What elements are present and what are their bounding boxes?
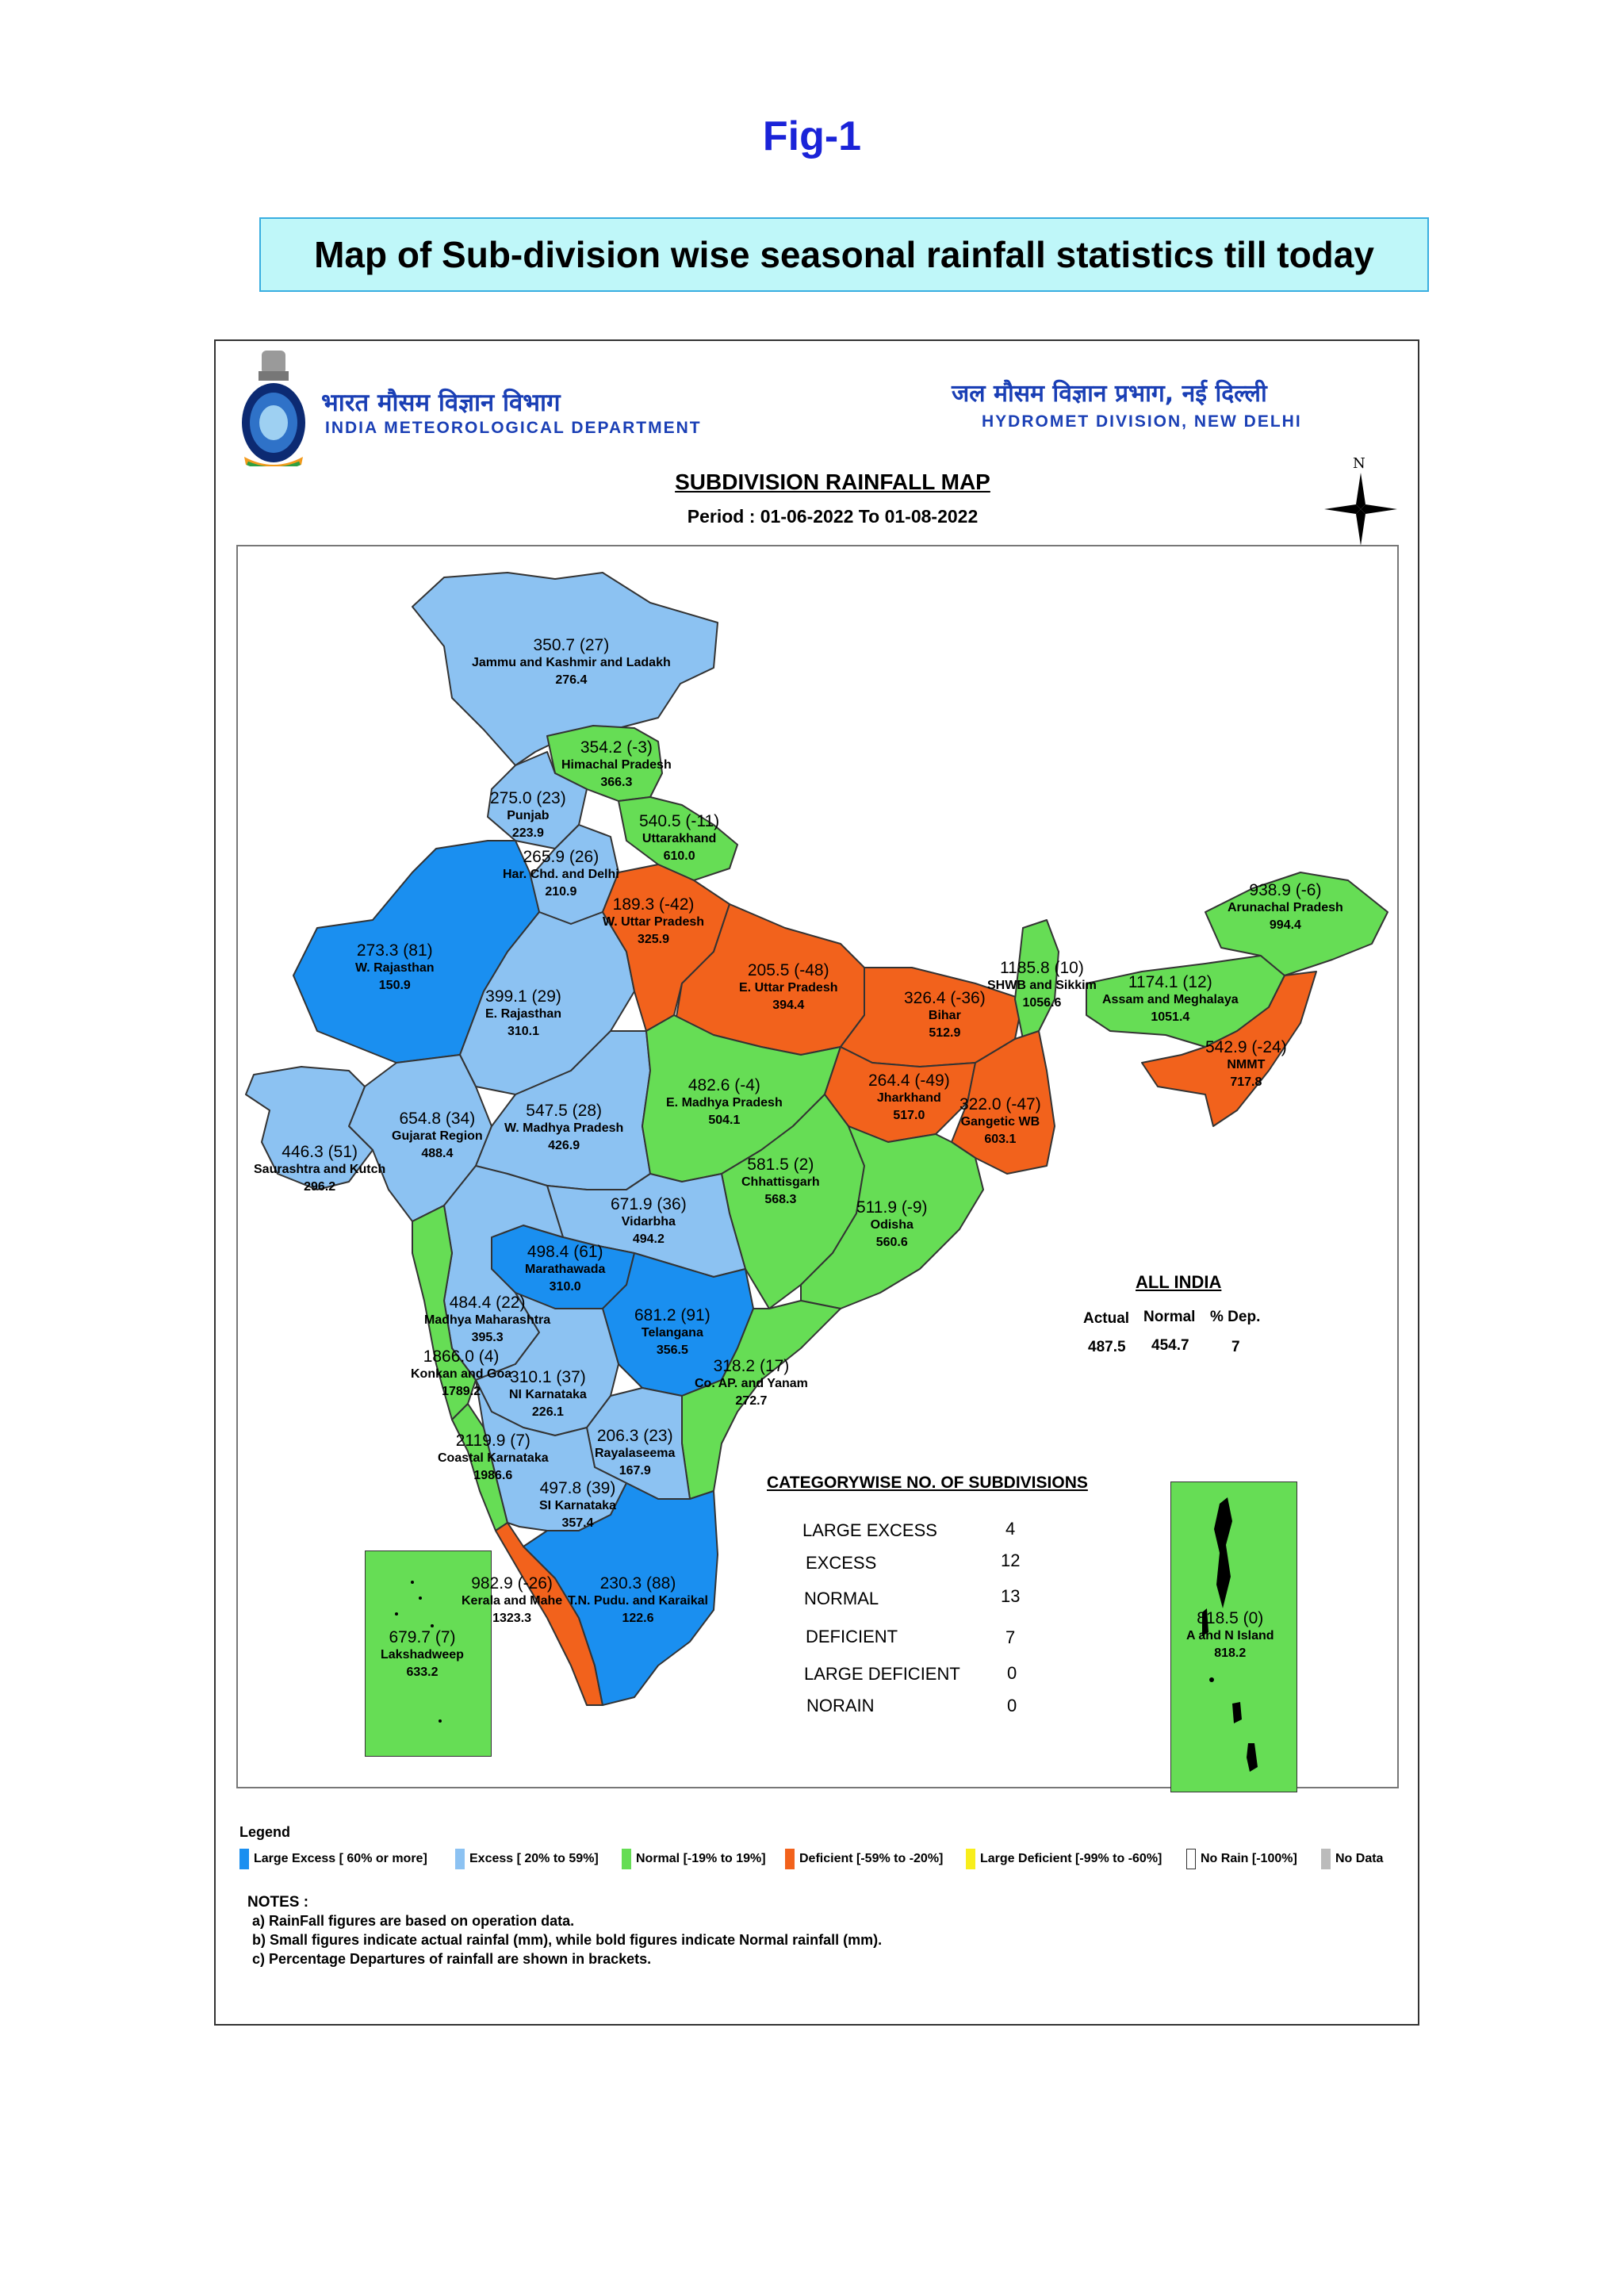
label-andaman-nicobar: 818.5 (0) A and N Island 818.2 <box>1186 1609 1274 1660</box>
label-ni-karnataka: 310.1 (37) NI Karnataka 226.1 <box>509 1368 587 1419</box>
legend-swatch-no-data <box>1321 1849 1331 1869</box>
north-label: N <box>1353 455 1365 472</box>
label-coastal-ap-yanam: 318.2 (17) Co. AP. and Yanam 272.7 <box>695 1357 808 1408</box>
label-w-rajasthan: 273.3 (81) W. Rajasthan 150.9 <box>355 941 435 992</box>
cat-label-deficient: DEFICIENT <box>806 1627 898 1646</box>
cat-label-excess: EXCESS <box>806 1553 877 1573</box>
label-chhattisgarh: 581.5 (2) Chhattisgarh 568.3 <box>741 1156 820 1206</box>
legend-no-data: No Data <box>1321 1849 1383 1869</box>
label-kerala-mahe: 982.9 (-26) Kerala and Mahe 1323.3 <box>462 1574 563 1625</box>
label-lakshadweep: 679.7 (7) Lakshadweep 633.2 <box>381 1628 464 1679</box>
label-marathawada: 498.4 (61) Marathawada 310.0 <box>525 1243 606 1294</box>
all-india-header-actual: Actual <box>1083 1310 1130 1327</box>
cat-count-deficient: 7 <box>1005 1627 1016 1647</box>
label-uttarakhand: 540.5 (-11) Uttarakhand 610.0 <box>639 812 720 863</box>
legend-normal: Normal [-19% to 19%] <box>622 1849 766 1869</box>
legend-swatch-large-deficient <box>966 1849 975 1869</box>
note-c: c) Percentage Departures of rainfall are shown in brackets. <box>252 1951 652 1967</box>
label-jammu-kashmir-ladakh: 350.7 (27) Jammu and Kashmir and Ladakh 276.4 <box>472 636 671 687</box>
cat-count-norain: 0 <box>1007 1696 1017 1715</box>
imd-hindi-name: भारत मौसम विज्ञान विभाग <box>321 389 561 417</box>
all-india-actual: 487.5 <box>1088 1339 1126 1355</box>
legend-swatch-large-excess <box>239 1849 249 1869</box>
cat-label-normal: NORMAL <box>804 1589 879 1608</box>
cat-count-large-deficient: 0 <box>1007 1663 1017 1683</box>
all-india-title: ALL INDIA <box>1136 1272 1222 1292</box>
label-e-rajasthan: 399.1 (29) E. Rajasthan 310.1 <box>485 987 562 1038</box>
label-madhya-maharashtra: 484.4 (22) Madhya Maharashtra 395.3 <box>424 1294 551 1344</box>
label-nmmt: 542.9 (-24) NMMT 717.8 <box>1205 1038 1287 1089</box>
legend-swatch-deficient <box>785 1849 795 1869</box>
label-jharkhand: 264.4 (-49) Jharkhand 517.0 <box>868 1071 950 1122</box>
all-india-dep: 7 <box>1231 1339 1240 1355</box>
label-gujarat-region: 654.8 (34) Gujarat Region 488.4 <box>392 1110 483 1160</box>
map-period: Period : 01-06-2022 To 01-08-2022 <box>687 506 979 527</box>
label-arunachal-pradesh: 938.9 (-6) Arunachal Pradesh 994.4 <box>1228 881 1343 932</box>
label-e-madhya-pradesh: 482.6 (-4) E. Madhya Pradesh 504.1 <box>666 1076 783 1127</box>
all-india-header-normal: Normal <box>1143 1309 1196 1325</box>
label-odisha: 511.9 (-9) Odisha 560.6 <box>856 1198 928 1249</box>
label-e-uttar-pradesh: 205.5 (-48) E. Uttar Pradesh 394.4 <box>739 961 838 1012</box>
label-bihar: 326.4 (-36) Bihar 512.9 <box>904 989 986 1040</box>
cat-count-large-excess: 4 <box>1005 1519 1016 1539</box>
legend-no-rain: No Rain [-100%] <box>1186 1849 1297 1869</box>
label-punjab: 275.0 (23) Punjab 223.9 <box>490 789 566 840</box>
label-saurashtra-kutch: 446.3 (51) Saurashtra and Kutch 296.2 <box>254 1143 386 1194</box>
label-tamil-nadu: 230.3 (88) T.N. Pudu. and Karaikal 122.6 <box>568 1574 708 1625</box>
hydromet-english-name: HYDROMET DIVISION, NEW DELHI <box>982 412 1302 431</box>
legend-swatch-no-rain <box>1186 1849 1196 1869</box>
notes-title: NOTES : <box>247 1894 309 1911</box>
all-india-normal: 454.7 <box>1151 1337 1189 1354</box>
cat-count-normal: 13 <box>1001 1586 1021 1606</box>
label-w-madhya-pradesh: 547.5 (28) W. Madhya Pradesh 426.9 <box>504 1102 624 1152</box>
label-himachal-pradesh: 354.2 (-3) Himachal Pradesh 366.3 <box>561 738 672 789</box>
label-rayalaseema: 206.3 (23) Rayalaseema 167.9 <box>595 1427 676 1478</box>
legend-large-deficient: Large Deficient [-99% to -60%] <box>966 1849 1162 1869</box>
label-telangana: 681.2 (91) Telangana 356.5 <box>634 1306 710 1357</box>
label-shwb-sikkim: 1185.8 (10) SHWB and Sikkim 1056.6 <box>987 959 1097 1010</box>
all-india-header-dep: % Dep. <box>1210 1309 1261 1325</box>
note-b: b) Small figures indicate actual rainfal (mm), while bold figures indicate Normal rainfall (mm). <box>252 1932 883 1948</box>
hydromet-hindi-name: जल मौसम विज्ञान प्रभाग, नई दिल्ली <box>952 380 1267 408</box>
cat-label-large-deficient: LARGE DEFICIENT <box>804 1664 960 1684</box>
legend-title: Legend <box>239 1824 291 1840</box>
legend-swatch-normal <box>622 1849 631 1869</box>
cat-count-excess: 12 <box>1001 1550 1021 1570</box>
label-gangetic-wb: 322.0 (-47) Gangetic WB 603.1 <box>959 1095 1041 1146</box>
label-konkan-goa: 1866.0 (4) Konkan and Goa 1789.2 <box>411 1347 512 1398</box>
label-si-karnataka: 497.8 (39) SI Karnataka 357.4 <box>539 1479 616 1530</box>
categorywise-title: CATEGORYWISE NO. OF SUBDIVISIONS <box>767 1474 1088 1492</box>
legend-large-excess: Large Excess [ 60% or more] <box>239 1849 427 1869</box>
label-vidarbha: 671.9 (36) Vidarbha 494.2 <box>611 1195 687 1246</box>
map-title: SUBDIVISION RAINFALL MAP <box>675 470 990 494</box>
legend-deficient: Deficient [-59% to -20%] <box>785 1849 943 1869</box>
legend-excess: Excess [ 20% to 59%] <box>455 1849 599 1869</box>
legend-swatch-excess <box>455 1849 465 1869</box>
label-assam-meghalaya: 1174.1 (12) Assam and Meghalaya 1051.4 <box>1102 973 1239 1024</box>
figure-heading: Map of Sub-division wise seasonal rainfall statistics till today <box>259 217 1429 292</box>
imd-english-name: INDIA METEOROLOGICAL DEPARTMENT <box>325 419 702 437</box>
cat-label-large-excess: LARGE EXCESS <box>802 1520 937 1540</box>
note-a: a) RainFall figures are based on operation data. <box>252 1913 575 1929</box>
label-coastal-karnataka: 2119.9 (7) Coastal Karnataka 1986.6 <box>438 1432 549 1482</box>
label-w-uttar-pradesh: 189.3 (-42) W. Uttar Pradesh 325.9 <box>603 895 705 946</box>
cat-label-norain: NORAIN <box>806 1696 875 1715</box>
label-haryana-chd-delhi: 265.9 (26) Har. Chd. and Delhi 210.9 <box>503 848 619 899</box>
figure-label: Fig-1 <box>762 113 862 159</box>
